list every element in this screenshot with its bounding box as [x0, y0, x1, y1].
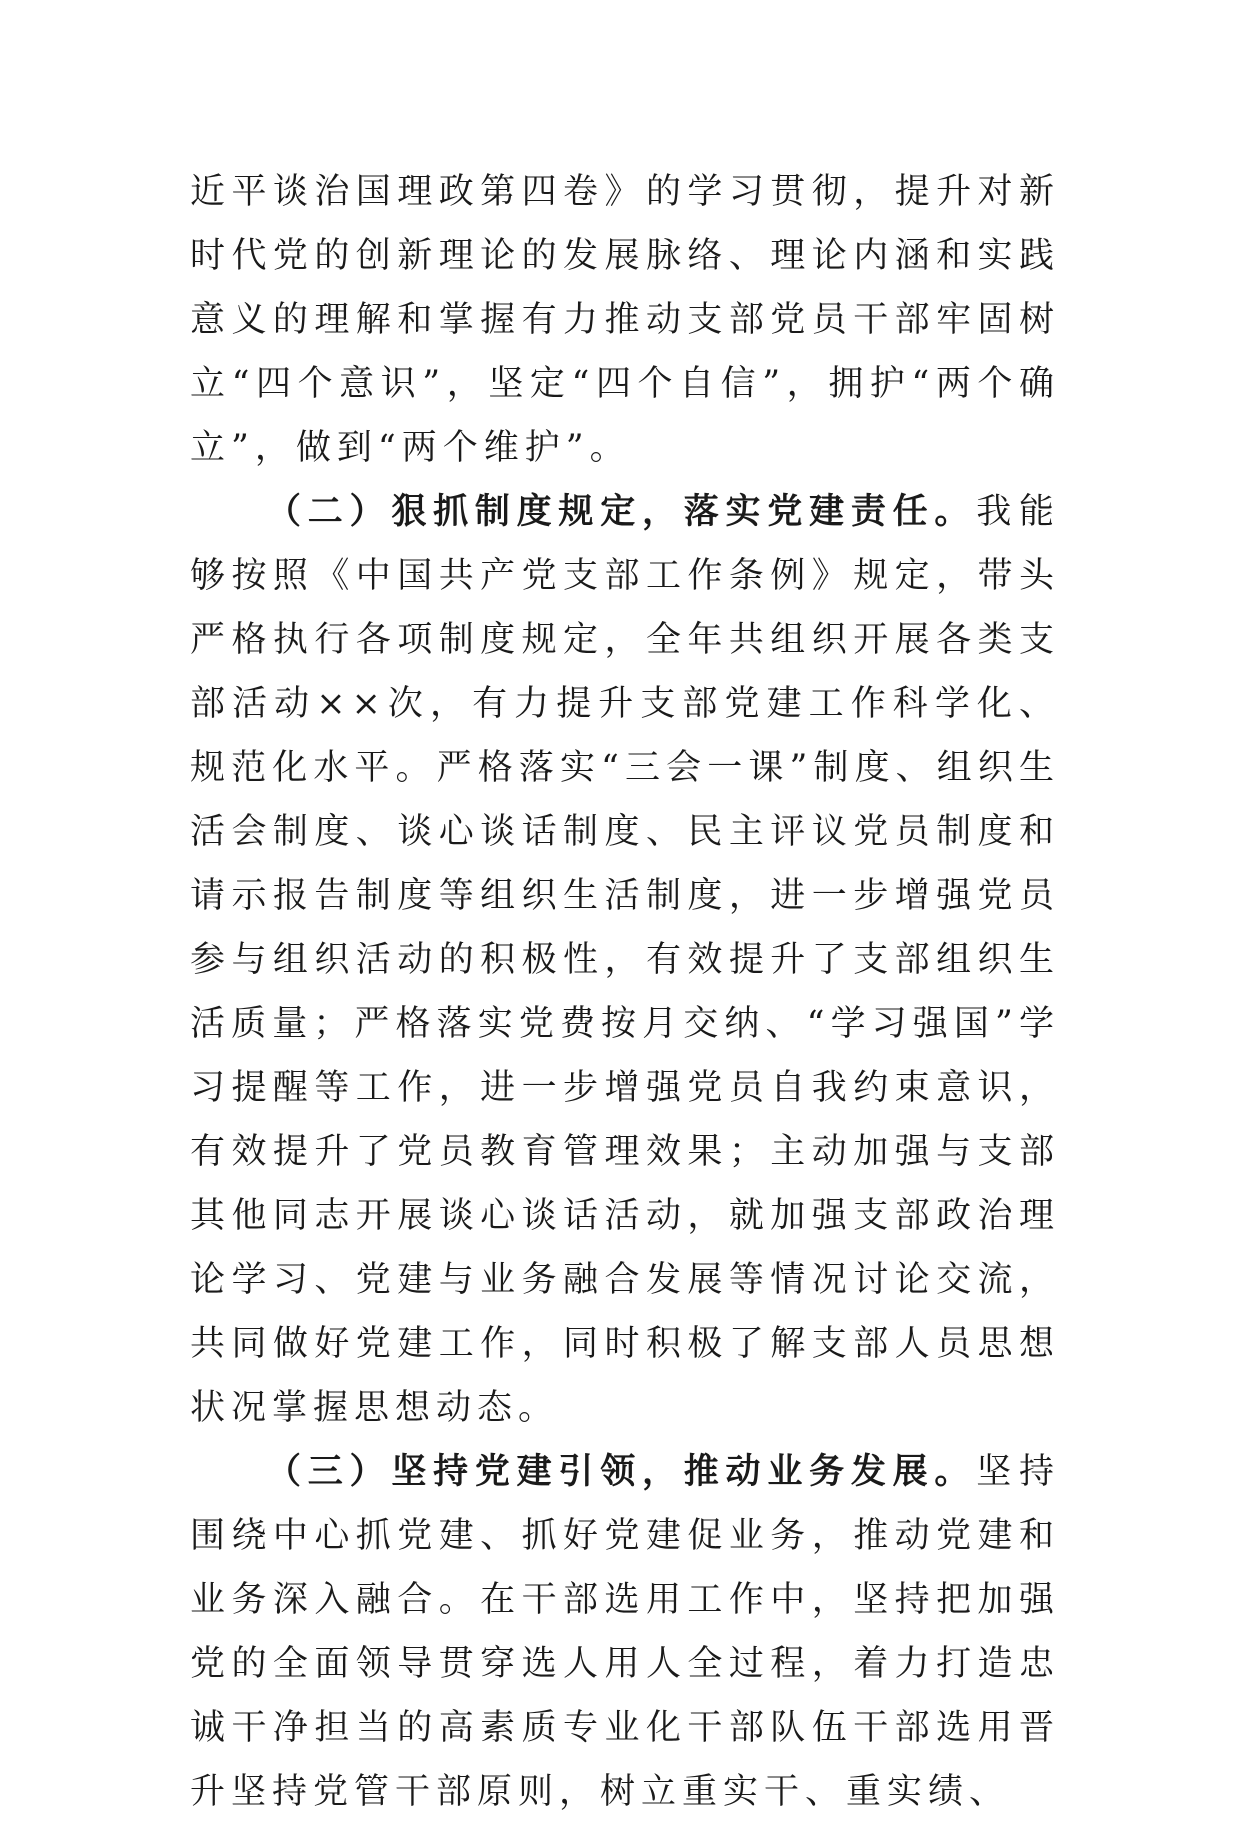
paragraph-3-text: 坚持围绕中心抓党建、抓好党建促业务，推动党建和业务深入融合。在干部选用工作中，坚持把加强党的全面领导贯穿选人用人全过程，着力打造忠诚干净担当的高素质专业化干部队伍干部选用晋升坚持党管干部原则，树立重实干、重实绩、 — [190, 1452, 1060, 1812]
document-body — [190, 160, 1060, 1824]
paragraph-3 — [190, 1440, 1060, 1824]
section-2-heading: （二）狠抓制度规定，落实党建责任。 — [266, 492, 977, 532]
paragraph-2 — [190, 480, 1060, 1440]
paragraph-2-text: 我能够按照《中国共产党支部工作条例》规定，带头严格执行各项制度规定，全年共组织开展各类支部活动××次，有力提升支部党建工作科学化、规范化水平。严格落实“三会一课”制度、组织生活会制度、谈心谈话制度、民主评议党员制度和请示报告制度等组织生活制度，进一步增强党员参与组织活动的积极性，有效提升了支部组织生活质量；严格落实党费按月交纳、“学习强国”学习提醒等工作，进一步增强党员自我约束意识，有效提升了党员教育管理效果；主动加强与支部其他同志开展谈心谈话活动，就加强支部政治理论学习、党建与业务融合发展等情况讨论交流，共同做好党建工作，同时积极了解支部人员思想状况掌握思想动态。 — [190, 492, 1060, 1428]
section-3-heading: （三）坚持党建引领，推动业务发展。 — [266, 1452, 977, 1492]
paragraph-1-text: 近平谈治国理政第四卷》的学习贯彻，提升对新时代党的创新理论的发展脉络、理论内涵和实践意义的理解和掌握有力推动支部党员干部牢固树立“四个意识”，坚定“四个自信”，拥护“两个确立”，做到“两个维护”。 — [190, 172, 1060, 468]
paragraph-1 — [190, 160, 1060, 480]
